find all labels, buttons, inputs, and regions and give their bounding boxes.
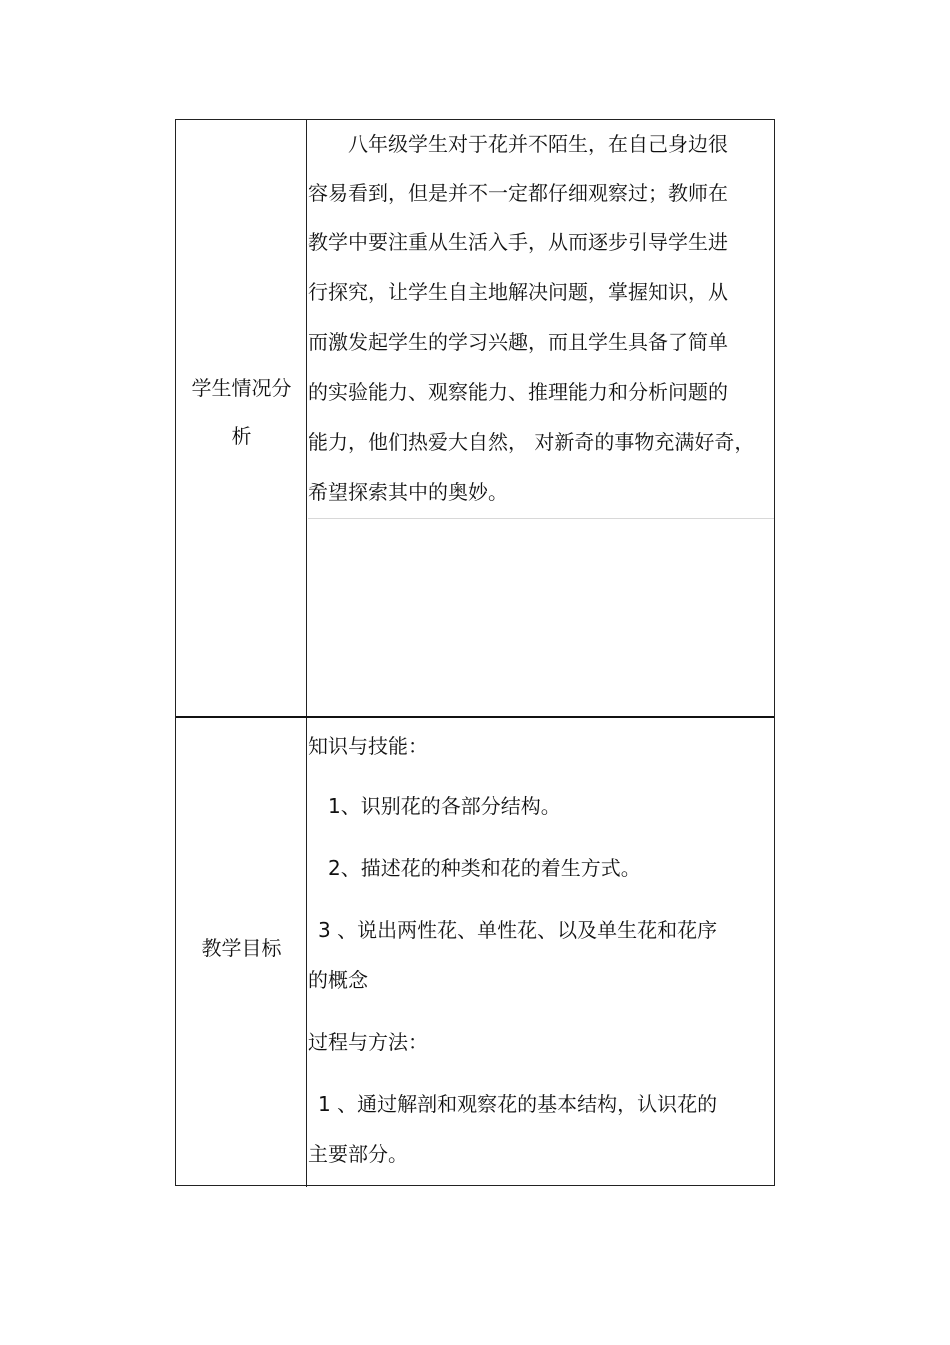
analysis-line: 教学中要注重从生活入手，从而逐步引导学生进	[308, 230, 728, 254]
analysis-line: 而激发起学生的学习兴趣，而且学生具备了简单	[308, 330, 728, 354]
goals-heading-knowledge: 知识与技能：	[308, 734, 428, 758]
teaching-goals-content-cell	[308, 718, 774, 1187]
student-analysis-row	[176, 120, 774, 716]
student-analysis-label-cell	[176, 120, 307, 716]
analysis-line: 行探究，让学生自主地解决问题，掌握知识，从	[308, 280, 728, 304]
analysis-line: 希望探索其中的奥妙。	[308, 480, 508, 504]
student-analysis-content-cell	[308, 120, 774, 716]
student-analysis-label-line2: 析	[231, 424, 252, 448]
student-analysis-label-line1: 学生情况分	[191, 376, 292, 400]
goals-item: 3 、说出两性花、单性花、以及单生花和花序	[318, 918, 718, 942]
goals-item-continued: 主要部分。	[308, 1142, 408, 1166]
student-analysis-text-block	[308, 120, 774, 519]
goals-heading-process: 过程与方法：	[308, 1030, 428, 1054]
goals-item: 1、识别花的各部分结构。	[328, 794, 561, 818]
goals-item: 1 、通过解剖和观察花的基本结构，认识花的	[318, 1092, 718, 1116]
analysis-line: 的实验能力、观察能力、推理能力和分析问题的	[308, 380, 728, 404]
lesson-plan-table	[175, 119, 775, 1186]
teaching-goals-row	[176, 716, 774, 1187]
teaching-goals-label: 教学目标	[201, 936, 282, 960]
analysis-line: 能力，他们热爱大自然， 对新奇的事物充满好奇，	[308, 430, 755, 454]
analysis-line: 容易看到，但是并不一定都仔细观察过；教师在	[308, 181, 728, 205]
analysis-line: 八年级学生对于花并不陌生，在自己身边很	[348, 132, 728, 156]
goals-item-continued: 的概念	[308, 968, 368, 992]
teaching-goals-label-cell	[176, 718, 307, 1187]
goals-item: 2、描述花的种类和花的着生方式。	[328, 856, 641, 880]
